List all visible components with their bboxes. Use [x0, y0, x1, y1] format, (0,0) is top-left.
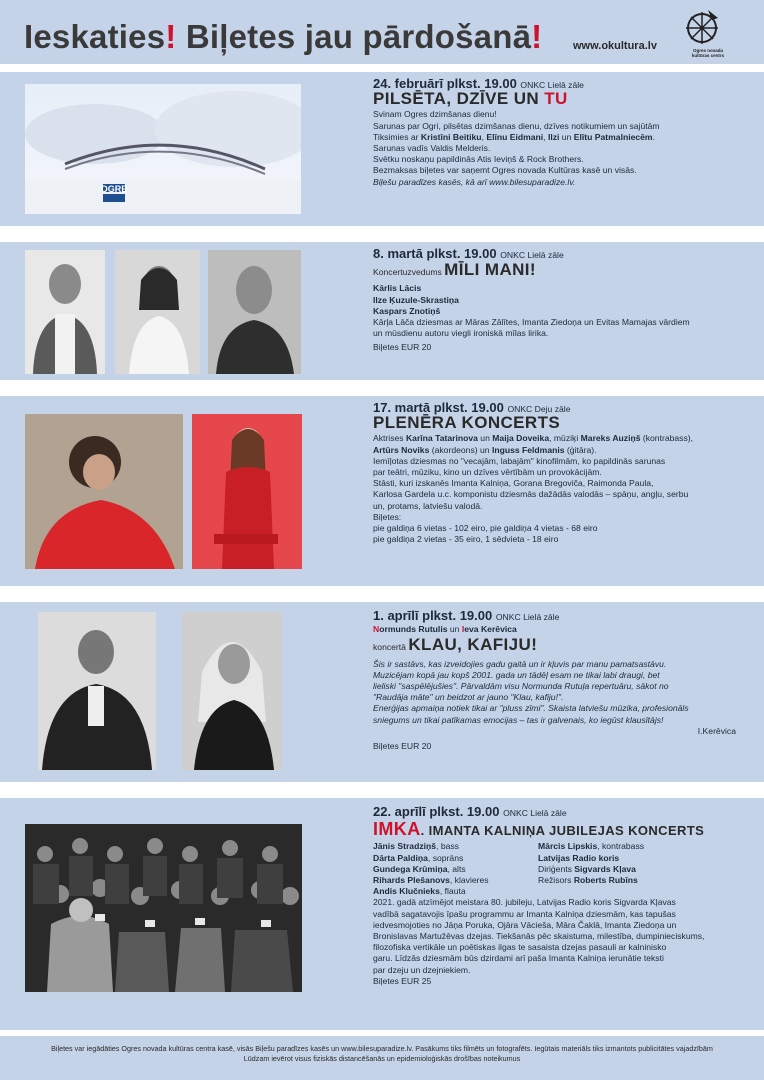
event-3-line: un, protams, latviešu valodā. — [373, 500, 483, 511]
event-5-cast — [373, 841, 744, 897]
event-1-meet-line: Tiksimies ar Kristīni Beitiku, Elīnu Eidmani, Ilzi un Elītu Patmalniecēm. — [373, 131, 655, 142]
event-4-venue: ONKC Lielā zāle — [495, 612, 560, 622]
event-4-quote-line: Šis ir sastāvs, kas izveidojies gadu gaitā un ir kļuvis par manu pamatsastāvu. — [373, 658, 667, 669]
cast-row: Diriģents Sigvards Kļava — [538, 863, 636, 874]
event-5-line: iedvesmojoties no Jāņa Poruka, Ojāra Vācieša, Māra Čaklā, Imanta Ziedoņa un — [373, 919, 677, 930]
event-4-quote-line: Enerģijas apmaiņa notiek tikai ar "pluss zīmi". Skaista latviešu mūzika, profesionāls — [373, 703, 689, 714]
section-divider — [0, 380, 764, 396]
event-5-cast-left — [373, 841, 538, 897]
kaspars-znotins-photo — [208, 250, 301, 374]
ieva-kerevica-photo — [182, 612, 282, 770]
event-1-title: PILSĒTA, DZĪVE UN TU — [373, 89, 568, 109]
cast-row: Latvijas Radio koris — [538, 852, 620, 863]
event-1-date: 24. februārī plkst. 19.00 ONKC Lielā zāle — [373, 76, 584, 91]
cast-row: Mārcis Lipskis, kontrabass — [538, 841, 645, 852]
cast-row: Dārta Paldiņa, soprāns — [373, 852, 464, 863]
section-divider — [0, 586, 764, 602]
performer-name: Ilze Ķuzule-Skrastiņa — [373, 294, 459, 305]
cast-row: Gundega Krūmiņa, alts — [373, 863, 466, 874]
event-4-title: koncertā KLAU, KAFIJU! — [373, 635, 538, 655]
event-2-date: 8. martā plkst. 19.00 ONKC Lielā zāle — [373, 246, 564, 261]
section-divider — [0, 782, 764, 798]
event-4-quote-line: "Raudāja māte" un beidzot ar jauno "Klau, kafiju!". — [373, 692, 564, 703]
event-card-5 — [0, 798, 764, 1030]
section-divider — [0, 226, 764, 242]
okultura-logo — [678, 8, 738, 58]
event-1-text — [373, 78, 744, 188]
event-4-text — [373, 610, 744, 752]
event-5-line: Bronislavas Martužēvas dzejas. Tiekšanās pēc skaistuma, milestība, dumpinieciskums, — [373, 931, 705, 942]
event-5-date: 22. aprīlī plkst. 19.00 ONKC Lielā zāle — [373, 804, 567, 819]
event-5-line: garu. Līdzās dziesmām būs dzirdami arī paša Imanta Kalniņa ierunātie teksti — [373, 953, 664, 964]
event-3-line: pie galdiņa 6 vietas - 102 eiro, pie galdiņa 4 vietas - 68 eiro — [373, 523, 598, 534]
event-4-quote-line: Muzicējam kopā jau kopš 2001. gada un tādēļ esam ne tikai labi draugi, bet — [373, 669, 660, 680]
event-3-text — [373, 402, 744, 545]
event-4-artists: Normunds Rutulis un Ieva Kerēvica — [373, 624, 517, 635]
karina-tatarinova-photo — [25, 414, 183, 569]
event-1-line: Bezmaksas biļetes var saņemt Ogres novada Kultūras kasē un visās. — [373, 165, 637, 176]
event-2-text — [373, 248, 744, 354]
event-5-line: vadībā sagatavojis īpašu programmu ar Imanta Kalniņa dziesmām, kas tapušas — [373, 908, 676, 919]
event-card-2 — [0, 242, 764, 380]
event-3-date: 17. martā plkst. 19.00 ONKC Deju zāle — [373, 400, 571, 415]
event-2-title: Koncertuzvedums MĪLI MANI! — [373, 260, 536, 280]
event-3-cast-line-2: Artūrs Noviks (akordeons) un Inguss Feldmanis (ģitāra). — [373, 444, 597, 455]
event-2-tickets: Biļetes EUR 20 — [373, 342, 432, 353]
event-5-title: IMKA. IMANTA KALNIŅA JUBILEJAS KONCERTS — [373, 819, 705, 840]
title-part-1: Ieskaties — [24, 18, 166, 55]
page-footer — [0, 1036, 764, 1080]
event-1-line: Biļešu paradīzes kasēs, kā arī www.bilesuparadize.lv. — [373, 176, 576, 187]
title-exclamation-2: ! — [531, 18, 543, 55]
event-card-4 — [0, 602, 764, 782]
event-3-line: Iemīļotas dziesmas no "vecajām, labajām" kinofilmām, ko papildinās sarunas — [373, 455, 666, 466]
latvian-radio-choir-photo — [25, 824, 302, 992]
event-5-line: 2021. gadā atzīmējot meistara 80. jubileju, Latvijas Radio koris Sigvarda Kļavas — [373, 897, 676, 908]
event-2-venue: ONKC Lielā zāle — [500, 250, 564, 260]
event-1-venue: ONKC Lielā zāle — [520, 80, 584, 90]
performer-name: Kaspars Znotiņš — [373, 305, 441, 316]
event-5-cast-right — [538, 841, 644, 897]
event-4-signature: I.Kerēvica — [697, 725, 736, 736]
maija-doveika-photo — [192, 414, 302, 569]
event-3-venue: ONKC Deju zāle — [507, 404, 571, 414]
normunds-rutulis-photo — [38, 612, 156, 770]
event-4-quote-line: lieliski "saspēlējušies". Pārvaldām visu Normunda Rutuļa repertuāru, sākot no — [373, 681, 669, 692]
ogre-logo-text: OGRE — [100, 184, 128, 194]
ilze-kuzule-photo — [115, 250, 200, 374]
cast-row: Andis Klučnieks, flauta — [373, 886, 466, 897]
event-1-line: Svinam Ogres dzimšanas dienu! — [373, 109, 497, 120]
event-5-text — [373, 806, 744, 987]
event-3-line: Biļetes: — [373, 511, 402, 522]
performer-name: Kārlis Lācis — [373, 283, 422, 294]
event-5-line: filozofiska vertikāle un poētiskas ilgas te sasaista dzejas pasauli ar kalninisko — [373, 942, 667, 953]
compass-logo-icon — [678, 8, 738, 48]
ogre-winter-photo — [25, 84, 301, 214]
event-4-quote-line: sniegums un tikai patīkamas emocijas – tas ir galvenais, ko iegūst klausītājs! — [373, 714, 664, 725]
event-3-line: Karlosa Gardela u.c. komponistu dziesmās dažādās valodās – spāņu, angļu, serbu — [373, 489, 689, 500]
event-1-line: Svētku noskaņu papildinās Atis Ieviņš & Rock Brothers. — [373, 154, 584, 165]
title-part-2: Biļetes jau pārdošanā — [176, 18, 532, 55]
event-card-1 — [0, 72, 764, 226]
karlis-lacis-photo — [25, 250, 105, 374]
event-3-line: pie galdiņa 2 vietas - 35 eiro, 1 sēdvieta - 18 eiro — [373, 534, 559, 545]
event-3-line: par teātri, mūziku, kino un dzīves vērtībām un provokācijām. — [373, 467, 602, 478]
cast-row: Rihards Plešanovs, klavieres — [373, 875, 489, 886]
page-title — [24, 18, 542, 56]
event-3-cast-line-1: Aktrises Karīna Tatarinova un Maija Doveika, mūziķi Mareks Auziņš (kontrabass), — [373, 433, 694, 444]
event-5-venue: ONKC Lielā zāle — [503, 808, 567, 818]
event-1-line: Sarunas vadīs Valdis Melderis. — [373, 143, 491, 154]
footer-line-2: Lūdzam ievērot visus fiziskās distancēšanās un epidemioloģiskās drošības noteikumus — [243, 1054, 521, 1063]
event-5-tickets: Biļetes EUR 25 — [373, 975, 432, 986]
logo-text-2: kultūras centrs — [691, 53, 725, 58]
footer-line-1: Biļetes var iegādāties Ogres novada kultūras centra kasē, visās Biļešu paradīzes kasēs un www.bilesuparadize.lv. Pasākums tiks filmēts un fotografēts. Iegūtais materiāls tiks izmantots publicitātes vajadzībām — [51, 1044, 713, 1053]
event-4-date: 1. aprīlī plkst. 19.00 ONKC Lielā zāle — [373, 608, 560, 623]
event-5-line: par dzeju un dzejniekiem. — [373, 964, 471, 975]
cast-row: Jānis Stradziņš, bass — [373, 841, 459, 852]
logo-text-1: Ogres novada — [692, 48, 723, 53]
event-3-title: PLENĒRA KONCERTS — [373, 413, 561, 433]
website-link[interactable]: www.okultura.lv — [573, 40, 657, 52]
cast-row: Režisors Roberts Rubīns — [538, 875, 638, 886]
event-card-3 — [0, 396, 764, 586]
page-header — [0, 0, 764, 64]
event-2-desc: Kārļa Lāča dziesmas ar Māras Zālītes, Imanta Ziedoņa un Evitas Mamajas vārdiem — [373, 317, 690, 328]
event-2-desc: un mūsdienu autoru viegli ironiskā mīlas lirika. — [373, 328, 549, 339]
event-1-line: Sarunas par Ogri, pilsētas dzimšanas dienu, dzīves notikumiem un sajūtām — [373, 120, 660, 131]
event-3-line: Stāsti, kuri izskanēs Imanta Kalniņa, Gorana Bregoviča, Raimonda Paula, — [373, 478, 654, 489]
title-exclamation-1: ! — [165, 18, 177, 55]
event-4-tickets: Biļetes EUR 20 — [373, 741, 432, 752]
